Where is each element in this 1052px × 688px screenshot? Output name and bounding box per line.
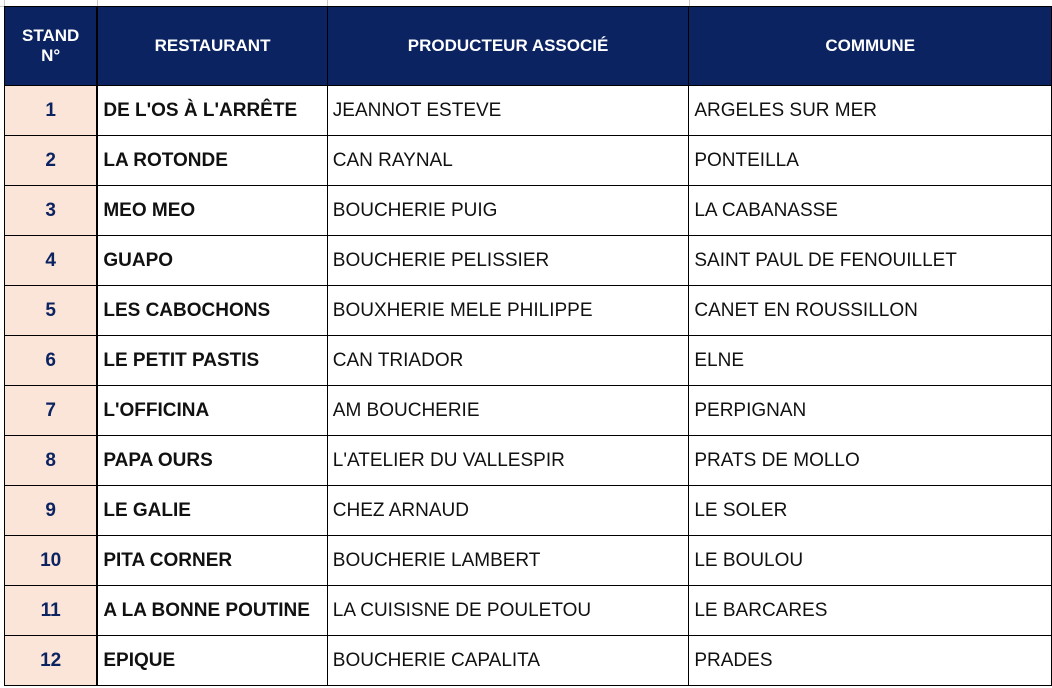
commune-cell[interactable]: PRATS DE MOLLO	[689, 436, 1052, 486]
table-row	[5, 236, 1052, 286]
stand-cell[interactable]: 4	[5, 236, 98, 286]
restaurant-cell[interactable]: LA ROTONDE	[97, 136, 327, 186]
table-row	[5, 386, 1052, 436]
producteur-cell[interactable]: JEANNOT ESTEVE	[327, 86, 689, 136]
producteur-cell[interactable]: CAN TRIADOR	[327, 336, 689, 386]
restaurant-cell[interactable]: L'OFFICINA	[97, 386, 327, 436]
producteur-cell[interactable]: BOUCHERIE CAPALITA	[327, 636, 689, 686]
header-producteur[interactable]: PRODUCTEUR ASSOCIÉ	[327, 7, 689, 86]
stand-cell[interactable]: 5	[5, 286, 98, 336]
table-row	[5, 286, 1052, 336]
restaurant-cell[interactable]: PITA CORNER	[97, 536, 327, 586]
restaurant-cell[interactable]: DE L'OS À L'ARRÊTE	[97, 86, 327, 136]
producteur-cell[interactable]: BOUCHERIE PUIG	[327, 186, 689, 236]
table-row	[5, 136, 1052, 186]
header-stand-line1: STAND	[22, 26, 80, 45]
commune-cell[interactable]: ELNE	[689, 336, 1052, 386]
stand-cell[interactable]: 2	[5, 136, 98, 186]
producteur-cell[interactable]: LA CUISISNE DE POULETOU	[327, 586, 689, 636]
commune-cell[interactable]: PERPIGNAN	[689, 386, 1052, 436]
producteur-cell[interactable]: L'ATELIER DU VALLESPIR	[327, 436, 689, 486]
restaurant-cell[interactable]: PAPA OURS	[97, 436, 327, 486]
restaurant-cell[interactable]: A LA BONNE POUTINE	[97, 586, 327, 636]
restaurant-cell[interactable]: GUAPO	[97, 236, 327, 286]
restaurant-cell[interactable]: MEO MEO	[97, 186, 327, 236]
header-restaurant[interactable]: RESTAURANT	[97, 7, 327, 86]
table-row	[5, 636, 1052, 686]
table-row	[5, 186, 1052, 236]
commune-cell[interactable]: PONTEILLA	[689, 136, 1052, 186]
header-stand[interactable]	[5, 7, 98, 86]
producteur-cell[interactable]: BOUXHERIE MELE PHILIPPE	[327, 286, 689, 336]
stand-cell[interactable]: 9	[5, 486, 98, 536]
restaurant-cell[interactable]: LES CABOCHONS	[97, 286, 327, 336]
stand-cell[interactable]: 11	[5, 586, 98, 636]
producteur-cell[interactable]: CAN RAYNAL	[327, 136, 689, 186]
producteur-cell[interactable]: AM BOUCHERIE	[327, 386, 689, 436]
table-row	[5, 86, 1052, 136]
commune-cell[interactable]: SAINT PAUL DE FENOUILLET	[689, 236, 1052, 286]
stand-cell[interactable]: 12	[5, 636, 98, 686]
stand-cell[interactable]: 6	[5, 336, 98, 386]
restaurant-cell[interactable]: EPIQUE	[97, 636, 327, 686]
table-body	[5, 86, 1052, 686]
stand-cell[interactable]: 3	[5, 186, 98, 236]
table-row	[5, 486, 1052, 536]
restaurant-cell[interactable]: LE PETIT PASTIS	[97, 336, 327, 386]
stand-cell[interactable]: 7	[5, 386, 98, 436]
header-commune[interactable]: COMMUNE	[689, 7, 1052, 86]
table-row	[5, 586, 1052, 636]
stand-cell[interactable]: 10	[5, 536, 98, 586]
producteur-cell[interactable]: BOUCHERIE LAMBERT	[327, 536, 689, 586]
commune-cell[interactable]: PRADES	[689, 636, 1052, 686]
restaurant-cell[interactable]: LE GALIE	[97, 486, 327, 536]
table-row	[5, 336, 1052, 386]
producteur-cell[interactable]: BOUCHERIE PELISSIER	[327, 236, 689, 286]
commune-cell[interactable]: ARGELES SUR MER	[689, 86, 1052, 136]
stand-cell[interactable]: 1	[5, 86, 98, 136]
commune-cell[interactable]: CANET EN ROUSSILLON	[689, 286, 1052, 336]
commune-cell[interactable]: LA CABANASSE	[689, 186, 1052, 236]
producteur-cell[interactable]: CHEZ ARNAUD	[327, 486, 689, 536]
stand-cell[interactable]: 8	[5, 436, 98, 486]
commune-cell[interactable]: LE SOLER	[689, 486, 1052, 536]
restaurants-table	[4, 6, 1052, 686]
table-row	[5, 436, 1052, 486]
header-stand-line2: N°	[41, 46, 61, 65]
commune-cell[interactable]: LE BARCARES	[689, 586, 1052, 636]
table-row	[5, 536, 1052, 586]
header-row	[5, 7, 1052, 86]
commune-cell[interactable]: LE BOULOU	[689, 536, 1052, 586]
